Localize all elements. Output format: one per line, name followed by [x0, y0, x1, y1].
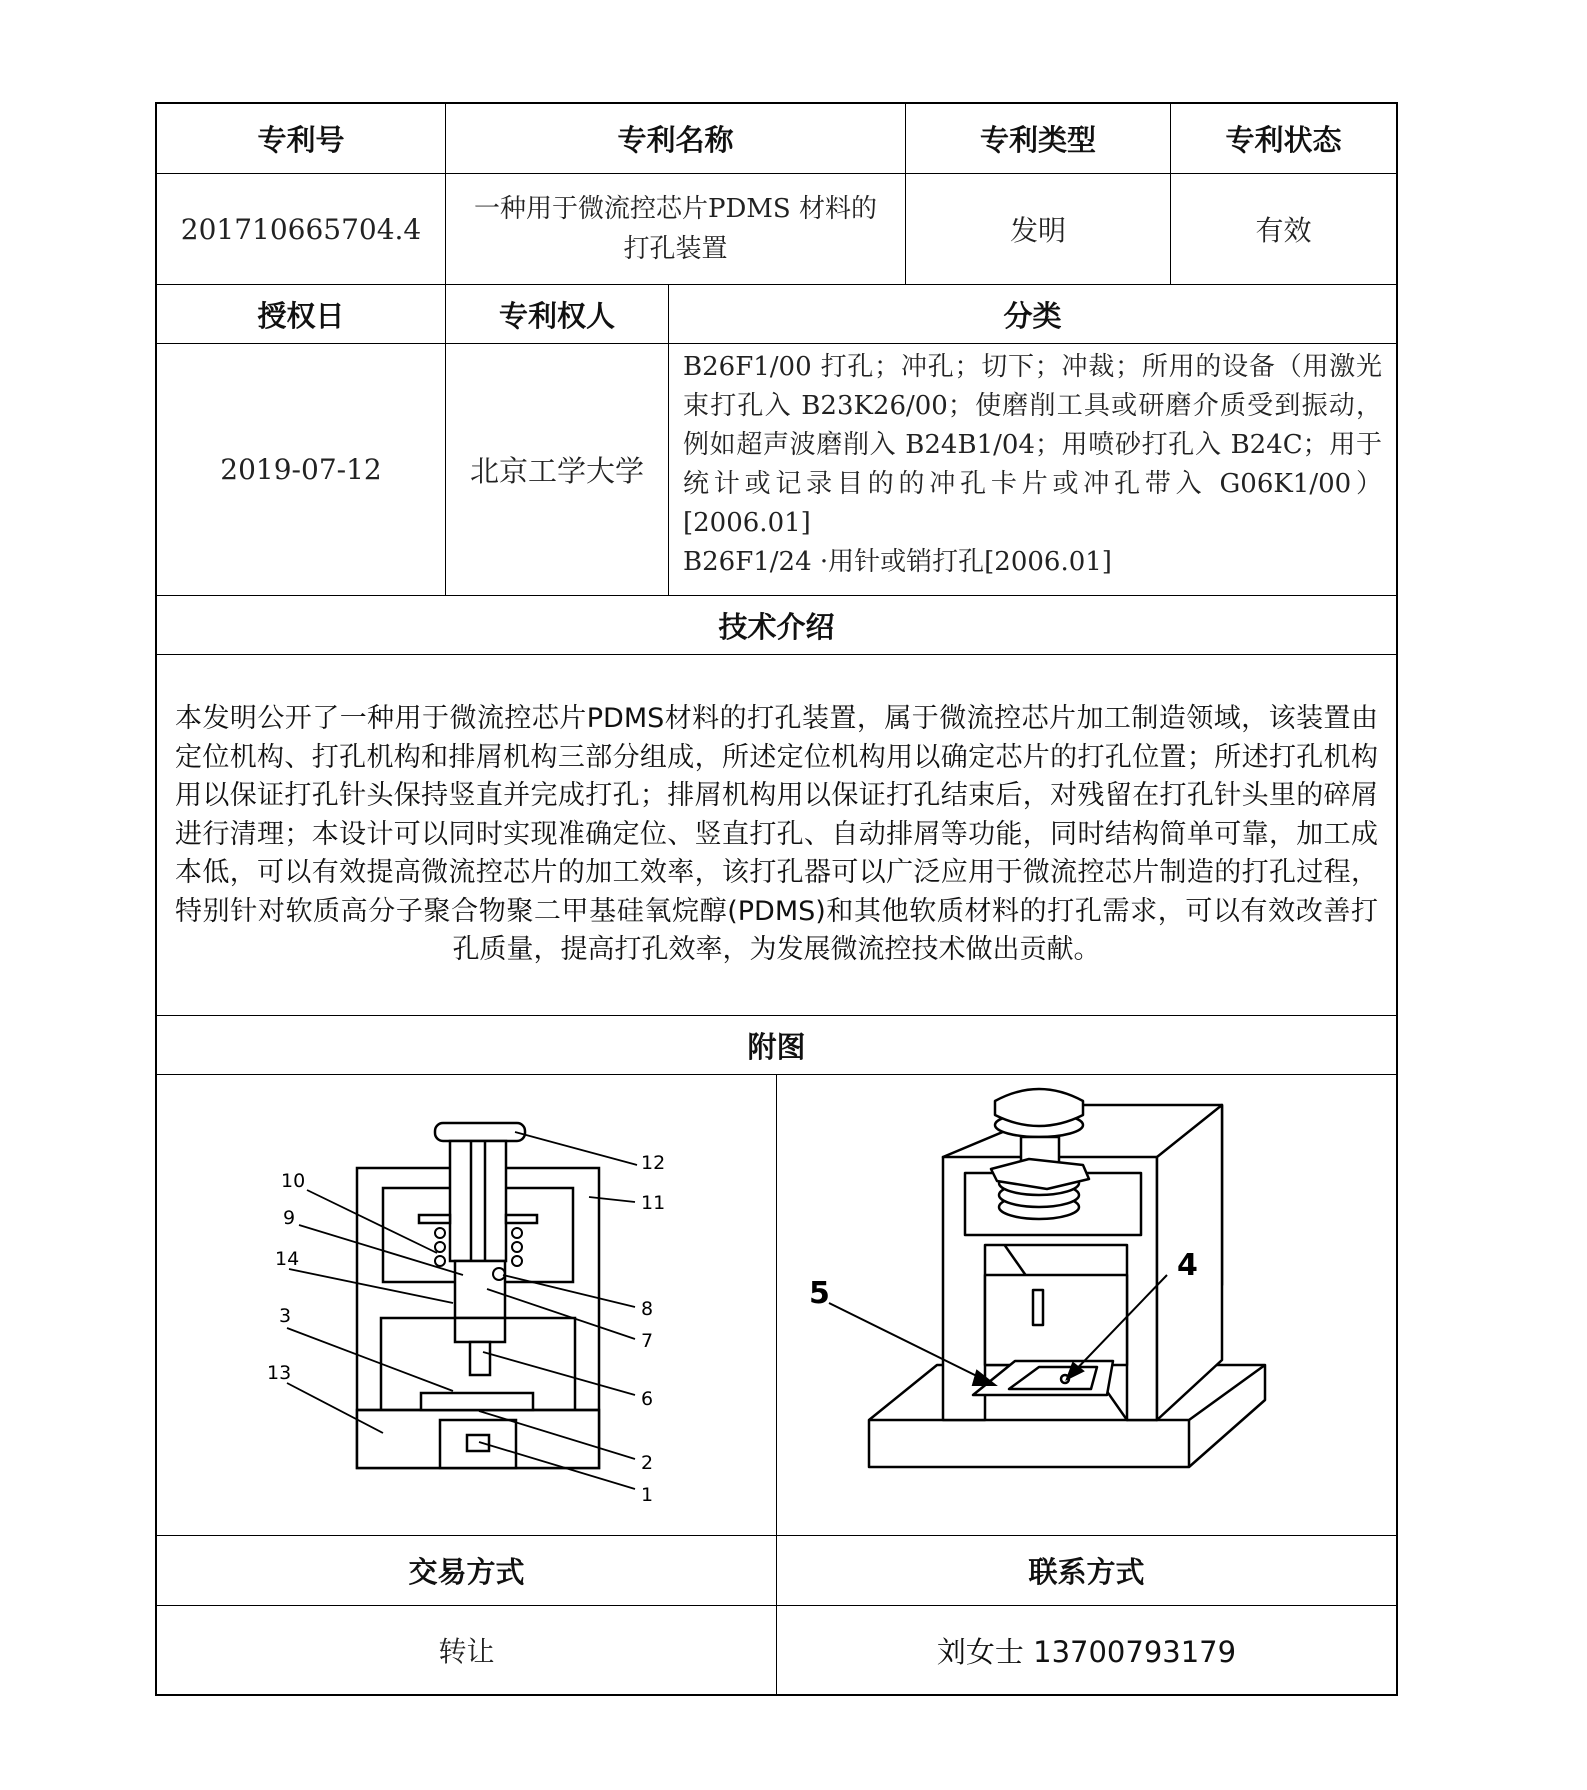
header-patent-name: 专利名称 [617, 123, 734, 157]
label-3: 3 [279, 1305, 292, 1327]
tech-intro [157, 655, 1396, 1015]
header-patent-type: 专利类型 [979, 123, 1096, 157]
patent-number: 201710665704.4 [180, 212, 422, 246]
header-trade-method: 交易方式 [408, 1555, 525, 1589]
contact-info: 刘女士 13700793179 [936, 1634, 1237, 1669]
trade-method: 转让 [438, 1635, 495, 1668]
label-4: 4 [1177, 1248, 1198, 1283]
label-14: 14 [275, 1248, 300, 1270]
isometric-drawing [777, 1075, 1396, 1535]
header-patentee: 专利权人 [498, 298, 615, 333]
label-7: 7 [641, 1330, 654, 1352]
patent-name: 一种用于微流控芯片PDMS 材料的打孔装置 [473, 194, 878, 264]
figure-isometric [777, 1075, 1396, 1535]
label-13: 13 [267, 1362, 292, 1384]
patent-status: 有效 [1255, 214, 1312, 247]
classification [669, 344, 1396, 595]
label-12: 12 [641, 1152, 666, 1174]
patent-type: 发明 [1009, 214, 1066, 247]
header-patent-status: 专利状态 [1225, 123, 1342, 157]
header-figures: 附图 [747, 1029, 806, 1064]
label-9: 9 [283, 1207, 296, 1229]
figure-cross-section [157, 1075, 776, 1535]
header-grant-date: 授权日 [257, 298, 345, 333]
grant-date: 2019-07-12 [220, 453, 382, 486]
label-1: 1 [641, 1484, 654, 1506]
patentee: 北京工学大学 [469, 454, 644, 488]
header-contact: 联系方式 [1028, 1555, 1145, 1589]
header-tech-intro: 技术介绍 [718, 609, 835, 644]
header-classification: 分类 [1003, 298, 1062, 333]
tech-intro-text: 本发明公开了一种用于微流控芯片PDMS材料的打孔装置，属于微流控芯片加工制造领域，该装置由定位机构、打孔机构和排屑机构三部分组成，所述定位机构用以确定芯片的打孔位置；所述打孔机构用以保证打孔针头保持竖直并完成打孔；排屑机构用以保证打孔结束后，对残留在打孔针头里的碎屑进行清理；本设计可以同时实现准确定位、竖直打孔、自动排屑等功能，同时结构简单可靠，加工成本低，可以有效提高微流控芯片的加工效率，该打孔器可以广泛应用于微流控芯片制造的打孔过程，特别针对软质高分子聚合物聚二甲基硅氧烷醇(PDMS)和其他软质材料的打孔需求，可以有效改善打孔质量，提高打孔效率，为发展微流控技术做出贡献。 [175, 703, 1378, 966]
label-11: 11 [641, 1192, 666, 1214]
classification-main: B26F1/00 打孔；冲孔；切下；冲裁；所用的设备（用激光束打孔入 B23K26/00；使磨削工具或研磨介质受到振动，例如超声波磨削入 B24B1/04；用喷砂打孔入 B24C；用于统计或记录目的的冲孔卡片或冲孔带入 G06K1/00）[2006.01] [683, 352, 1382, 538]
header-patent-no: 专利号 [257, 123, 345, 157]
label-6: 6 [641, 1388, 654, 1410]
cross-section-diagram [157, 1075, 776, 1535]
label-10: 10 [281, 1170, 306, 1192]
classification-sub: B26F1/24 ·用针或销打孔[2006.01] [683, 547, 1112, 577]
label-5: 5 [809, 1276, 830, 1311]
label-8: 8 [641, 1298, 654, 1320]
label-2: 2 [641, 1452, 654, 1474]
